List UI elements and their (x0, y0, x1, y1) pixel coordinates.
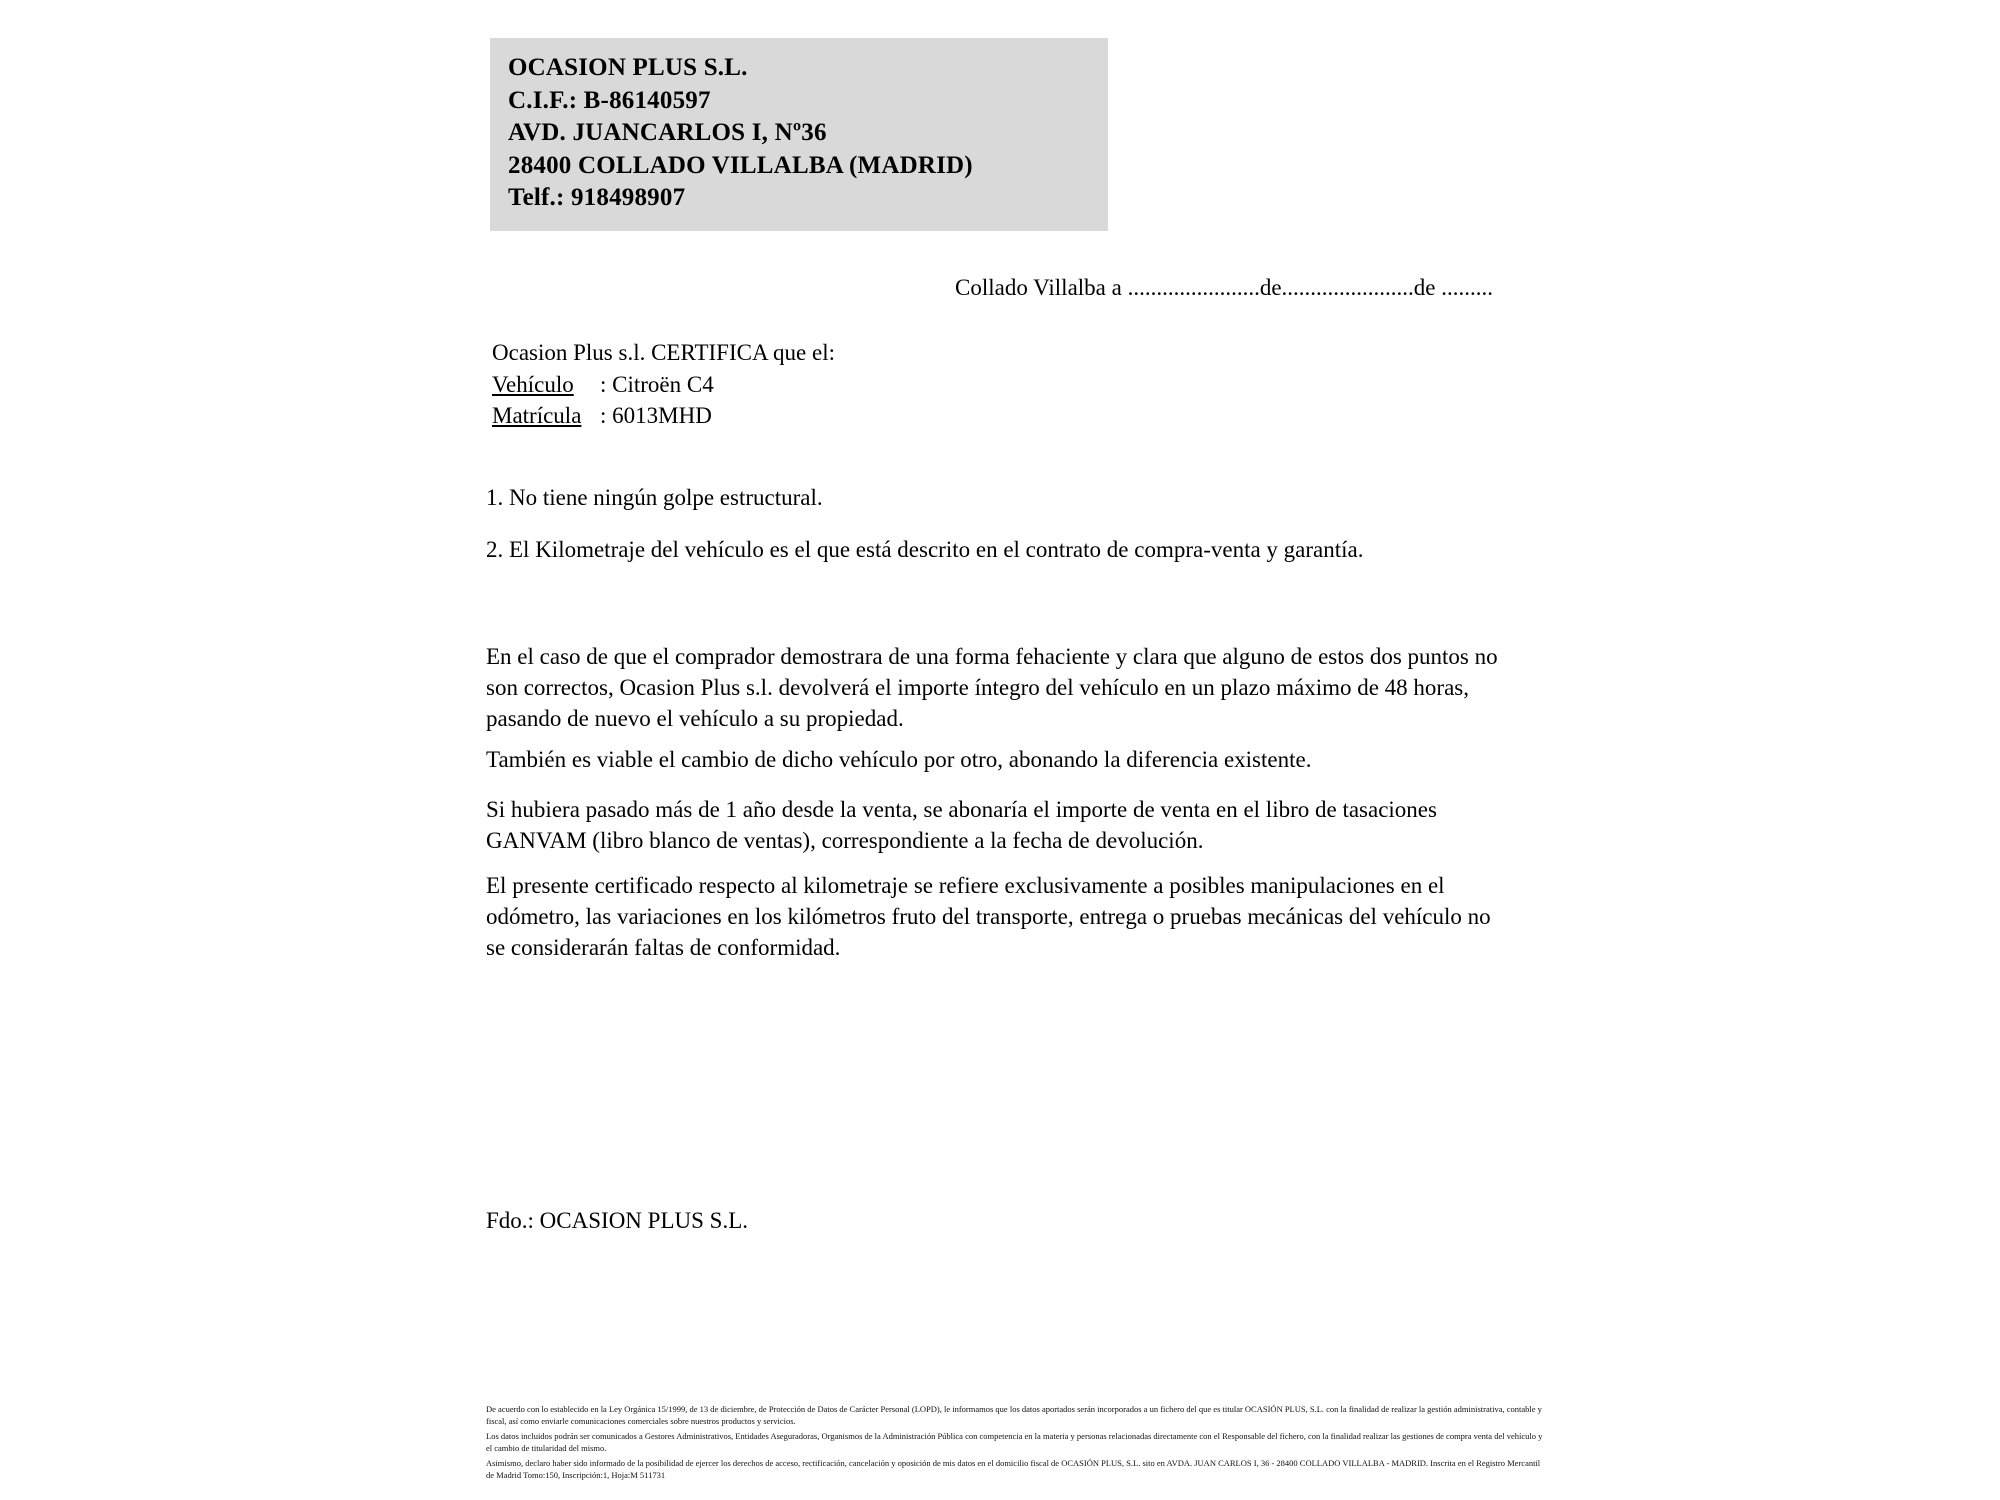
field-matricula-value: 6013MHD (612, 403, 712, 428)
field-matricula-label: Matrícula (492, 403, 582, 428)
paragraph-vehicle-exchange: También es viable el cambio de dicho vehículo por otro, abonando la diferencia existente. (486, 747, 1312, 772)
company-header-block (490, 38, 1108, 231)
field-vehiculo-value: Citroën C4 (612, 372, 714, 397)
legal-notice-paragraph-2: Los datos incluidos podrán ser comunicados a Gestores Administrativos, Entidades Aseguradoras, Organismos de la Administración Pública con competencia en la materia y personas relacionadas directamente con el Responsable del fichero, con la finalidad realizar las gestiones de compra venta del vehículo y el cambio de titularidad del mismo. (486, 1431, 1543, 1453)
paragraph-odometer-scope: El presente certificado respecto al kilometraje se refiere exclusivamente a posibles manipulaciones en el odómetro, las variaciones en los kilómetros fruto del transporte, entrega o pruebas mecánicas del vehículo no se considerarán faltas de conformidad. (486, 873, 1491, 960)
legal-notice (486, 1404, 1546, 1482)
field-vehiculo-label: Vehículo (492, 372, 574, 397)
legal-notice-paragraph-3: Asimismo, declaro haber sido informado de la posibilidad de ejercer los derechos de acceso, rectificación, cancelación y oposición de mis datos en el domicilio fiscal de OCASIÓN PLUS, S.L. sito en AVDA. JUAN CARLOS I, 36 - 28400 COLLADO VILLALBA - MADRID. Inscrita en el Registro Mercantil de Madrid Tomo:150, Inscripción:1, Hoja:M 511731 (486, 1458, 1541, 1480)
field-vehiculo (492, 372, 714, 398)
field-matricula (492, 403, 712, 429)
certified-point-2: 2. El Kilometraje del vehículo es el que está descrito en el contrato de compra-venta y garantía. (486, 537, 1364, 562)
company-address-street: AVD. JUANCARLOS I, Nº36 (508, 119, 827, 146)
certified-point-1: 1. No tiene ningún golpe estructural. (486, 485, 823, 510)
signature-line: Fdo.: OCASION PLUS S.L. (486, 1208, 748, 1233)
paragraph-refund-terms: En el caso de que el comprador demostrara de una forma fehaciente y clara que alguno de estos dos puntos no son correctos, Ocasion Plus s.l. devolverá el importe íntegro del vehículo en un plazo máximo de 48 horas, pasando de nuevo el vehículo a su propiedad. (486, 644, 1498, 731)
certification-intro: Ocasion Plus s.l. CERTIFICA que el: (492, 340, 835, 365)
paragraph-ganvam-valuation: Si hubiera pasado más de 1 año desde la venta, se abonaría el importe de venta en el libro de tasaciones GANVAM (libro blanco de ventas), correspondiente a la fecha de devolución. (486, 797, 1437, 853)
company-address-city: 28400 COLLADO VILLALBA (MADRID) (508, 151, 973, 179)
field-vehiculo-separator: : (600, 372, 607, 397)
company-cif: C.I.F.: B-86140597 (508, 86, 711, 114)
place-and-date-line: Collado Villalba a .......................de.......................de ......... (955, 275, 1493, 300)
company-name: OCASION PLUS S.L. (508, 54, 748, 81)
legal-notice-paragraph-1: De acuerdo con lo establecido en la Ley Orgánica 15/1999, de 13 de diciembre, de Protección de Datos de Carácter Personal (LOPD), le informamos que los datos aportados serán incorporados a un fichero del que es titular OCASIÓN PLUS, S.L. con la finalidad de realizar la gestión administrativa, contable y fiscal, así como enviarle comunicaciones comerciales sobre nuestros productos y servicios. (486, 1404, 1542, 1426)
field-matricula-separator: : (600, 403, 607, 428)
company-phone: Telf.: 918498907 (508, 184, 686, 211)
